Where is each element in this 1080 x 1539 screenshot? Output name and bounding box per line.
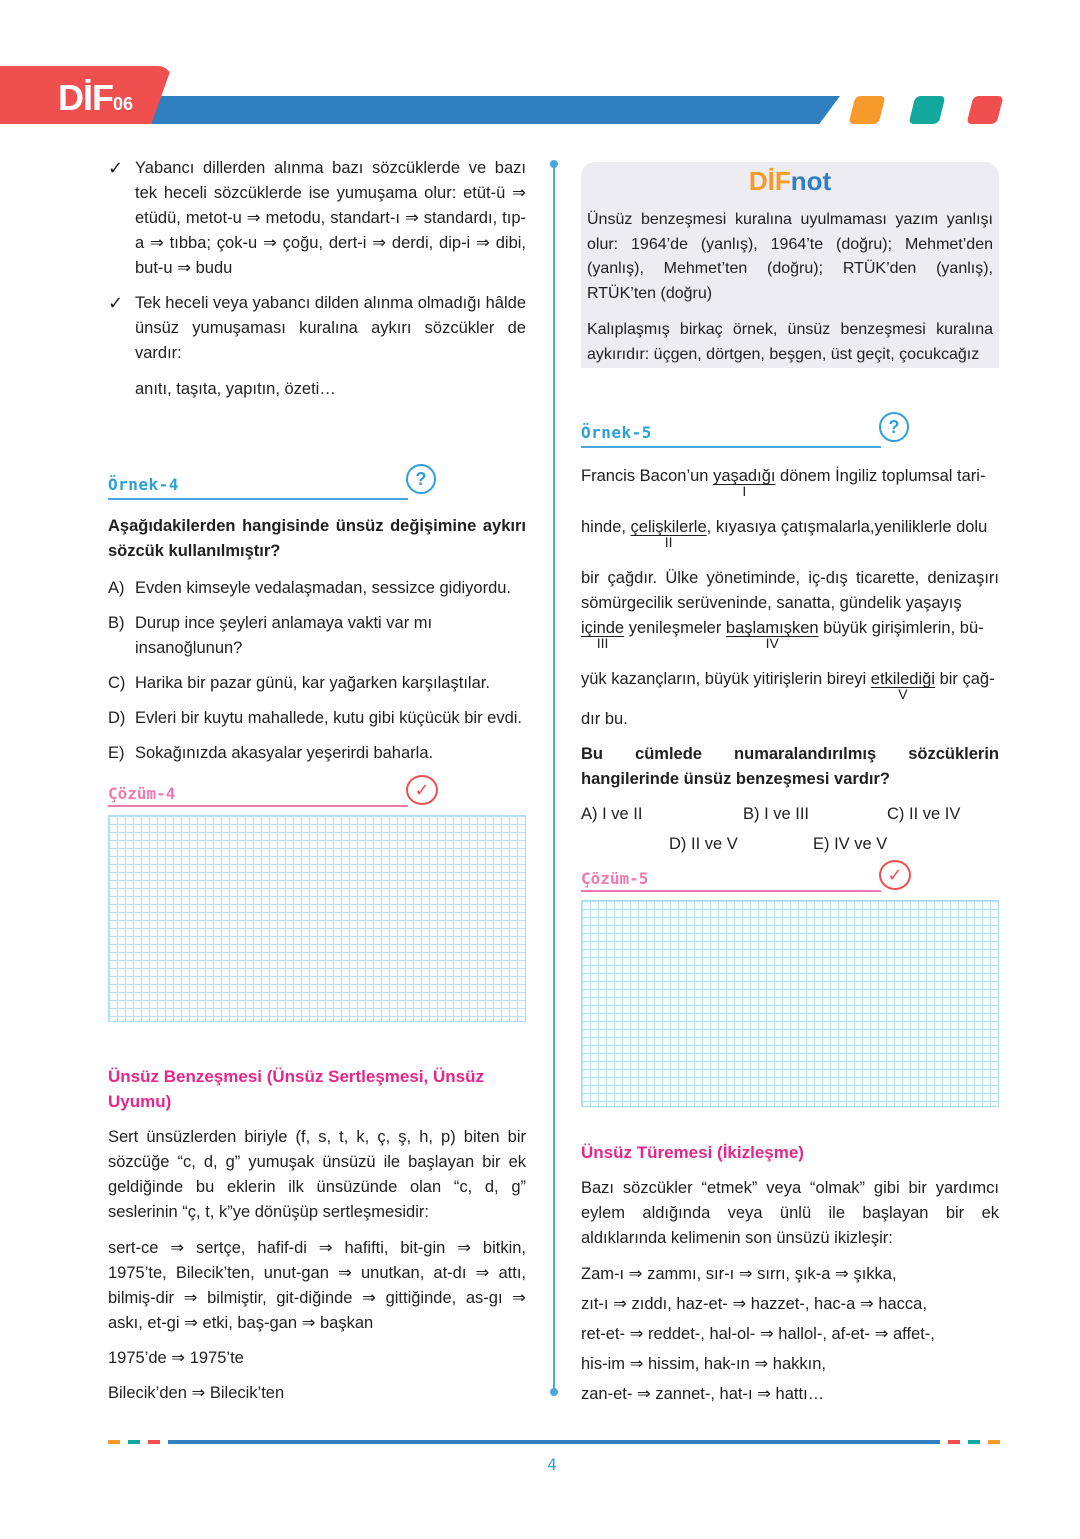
example-line-bilecik: Bilecik’den ⇒ Bilecik’ten: [108, 1384, 285, 1402]
divider-dot-bottom: [550, 1388, 558, 1396]
solution-4-label: Çözüm-4: [108, 784, 176, 803]
annotated-word-4: başlamışken IV: [725, 619, 819, 651]
option-d[interactable]: D) II ve V: [669, 835, 738, 853]
header-number: 06: [113, 94, 134, 114]
solution-4-grid[interactable]: [108, 815, 526, 1022]
example-line: his-im ⇒ hissim, hak-ın ⇒ hakkın,: [581, 1355, 826, 1373]
bullet-softening-foreign: [108, 156, 526, 281]
footer-dash: [128, 1440, 140, 1444]
section-unsuz-turemesi: [581, 1140, 999, 1409]
example-4-header: [108, 470, 526, 500]
example-line: Zam-ı ⇒ zammı, sır-ı ⇒ sırrı, şık-a ⇒ şıkka,: [581, 1265, 897, 1283]
option-e[interactable]: E) IV ve V: [813, 835, 888, 853]
header-tab-teal: [909, 96, 946, 124]
option-d[interactable]: D) Evleri bir kuytu mahallede, kutu gibi küçücük bir evdi.: [108, 709, 523, 727]
example-5-options: [581, 802, 999, 864]
solution-5: [581, 866, 999, 892]
option-e[interactable]: E) Sokağınızda akasyalar yeşerirdi baharla.: [108, 744, 434, 762]
solution-5-grid[interactable]: [581, 900, 999, 1107]
check-icon: ✓: [108, 158, 124, 178]
check-icon: ✓: [108, 293, 124, 313]
annotated-word-2: çelişkilerle II: [630, 518, 707, 550]
example-5-label: Örnek-5: [581, 423, 652, 442]
question-icon: ?: [879, 412, 909, 442]
solution-4-underline: [108, 805, 408, 807]
example-5-question: Bu cümlede numaralandırılmış sözcüklerin hangilerinde ünsüz benzeşmesi vardır?: [581, 745, 999, 788]
check-circle-icon: ✓: [879, 860, 911, 890]
bullet-exceptions: [108, 291, 526, 402]
page-number: 4: [547, 1455, 557, 1474]
solution-4-header: [108, 781, 526, 807]
difnot-box: [581, 162, 999, 368]
example-line-1975: 1975’de ⇒ 1975’te: [108, 1349, 244, 1367]
example-5-passage: [581, 464, 999, 732]
passage-line-6: dır bu.: [581, 710, 628, 728]
annotated-word-3: içinde III: [581, 619, 625, 651]
option-a[interactable]: A) Evden kimseyle vedalaşmadan, sessizce gidiyordu.: [108, 579, 512, 597]
bullet-text: Tek heceli veya yabancı dilden alınma olmadığı hâlde ünsüz yumuşaması kuralına aykırı sözcükler de vardır:: [135, 294, 526, 362]
section-title: Ünsüz Türemesi (İkizleşme): [581, 1143, 804, 1162]
footer-dash: [988, 1440, 1000, 1444]
example-line: ret-et- ⇒ reddet-, hal-ol- ⇒ hallol-, af-et- ⇒ affet-,: [581, 1325, 935, 1343]
example-5-underline: [581, 446, 881, 448]
question-icon: ?: [406, 464, 436, 494]
example-4-label: Örnek-4: [108, 475, 179, 494]
passage-line-1: Francis Bacon’un yaşadığı I dönem İngiliz toplumsal tari-: [581, 464, 999, 515]
bullet-text: Yabancı dillerden alınma bazı sözcüklerde ve bazı tek heceli sözcüklerde ise yumuşama olur: etüt-ü ⇒ etüdü, metot-u ⇒ metodu, standart-ı ⇒ standardı, tıp-a ⇒ tıbba; çok-u ⇒ çoğu, dert-i ⇒ derdi, dip-i ⇒ dibi, but-u ⇒ budu: [135, 159, 526, 277]
solution-5-header: [581, 866, 999, 892]
option-c[interactable]: C) II ve IV: [887, 805, 961, 823]
header-tab-orange: [849, 96, 886, 124]
divider-dot-top: [550, 160, 558, 168]
section-title: Ünsüz Benzeşmesi (Ünsüz Sertleşmesi, Ünsüz Uyumu): [108, 1067, 485, 1111]
section-definition: Sert ünsüzlerden biriyle (f, s, t, k, ç, ş, h, p) biten bir sözcüğe “c, d, g” yumuşak ünsüzü ile başlayan bir ek geldiğinde bu eklerin ilk ünsüzünde olan “c, d, g” seslerinin “ç, t, k”ye dönüşüp sertleşmesidir:: [108, 1128, 526, 1221]
example-line: zan-et- ⇒ zannet-, hat-ı ⇒ hattı…: [581, 1385, 825, 1403]
section-unsuz-benzesmesi: [108, 1064, 526, 1406]
annotated-word-5: etkilediği V: [870, 670, 935, 702]
difnot-paragraph-2: Kalıplaşmış birkaç örnek, ünsüz benzeşmesi kuralına aykırıdır: üçgen, dörtgen, beşgen, üst geçit, çocukcağız: [587, 321, 993, 363]
section-example-lines: [581, 1259, 999, 1409]
option-c[interactable]: C) Harika bir pazar günü, kar yağarken karşılaştılar.: [108, 674, 490, 692]
passage-line-3: bir çağdır. Ülke yönetiminde, iç-dış ticarette, denizaşırı sömürgecilik serüveninde, sanatta, gündelik yaşayış: [581, 569, 999, 612]
option-a[interactable]: A) I ve II: [581, 805, 643, 823]
option-b[interactable]: B) Durup ince şeyleri anlamaya vakti var mı insanoğlunun?: [108, 614, 433, 657]
solution-4: [108, 781, 526, 807]
footer-line: [168, 1440, 940, 1444]
example-4-underline: [108, 498, 408, 500]
example-4: [108, 470, 526, 766]
header-logo: DİF06: [58, 77, 134, 118]
annotated-word-1: yaşadığı I: [713, 467, 776, 499]
example-4-options: [108, 576, 526, 766]
option-b[interactable]: B) I ve III: [743, 805, 810, 823]
footer-dash: [108, 1440, 120, 1444]
header-bar: [150, 96, 840, 124]
solution-5-underline: [581, 890, 881, 892]
bullet-examples: anıtı, taşıta, yapıtın, özeti…: [135, 380, 336, 398]
footer-dash: [968, 1440, 980, 1444]
difnot-paragraph-1: Ünsüz benzeşmesi kuralına uyulmaması yazım yanlışı olur: 1964’de (yanlış), 1964’te (doğru); Mehmet’den (yanlış), Mehmet’ten (doğru); RTÜK’den (yanlış), RTÜK’ten (doğru): [587, 211, 993, 302]
column-divider: [553, 166, 555, 1392]
header-tab-red: [967, 96, 1004, 124]
example-5: [581, 418, 999, 864]
passage-line-4: içinde III yenileşmeler başlamışken IV büyük girişimlerin, bü-: [581, 616, 999, 667]
check-circle-icon: ✓: [406, 775, 438, 805]
section-examples: sert-ce ⇒ sertçe, hafif-di ⇒ hafifti, bit-gin ⇒ bitkin, 1975’te, Bilecik’ten, unut-gan ⇒ unutkan, at-dı ⇒ attı, bilmiş-dir ⇒ bilmiştir, git-diğinde ⇒ gittiğinde, as-gı ⇒ askı, et-gi ⇒ etki, baş-gan ⇒ başkan: [108, 1239, 526, 1332]
example-4-question: Aşağıdakilerden hangisinde ünsüz değişimine aykırı sözcük kullanılmıştır?: [108, 517, 526, 560]
difnot-title: DİFnot: [748, 166, 832, 196]
example-5-header: [581, 418, 999, 448]
solution-5-label: Çözüm-5: [581, 869, 649, 888]
passage-line-2: hinde, çelişkilerle II , kıyasıya çatışmalarla,yeniliklerle dolu: [581, 515, 999, 566]
passage-line-5: yük kazançların, büyük yitirişlerin bireyi etkilediği V bir çağ-: [581, 667, 999, 707]
section-definition: Bazı sözcükler “etmek” veya “olmak” gibi bir yardımcı eylem aldığında veya ünlü ile başlayan bir ek aldıklarında kelimenin son ünsüzü ikizleşir:: [581, 1179, 999, 1247]
footer-dash: [148, 1440, 160, 1444]
footer-dash: [948, 1440, 960, 1444]
example-line: zıt-ı ⇒ zıddı, haz-et- ⇒ hazzet-, hac-a ⇒ hacca,: [581, 1295, 927, 1313]
